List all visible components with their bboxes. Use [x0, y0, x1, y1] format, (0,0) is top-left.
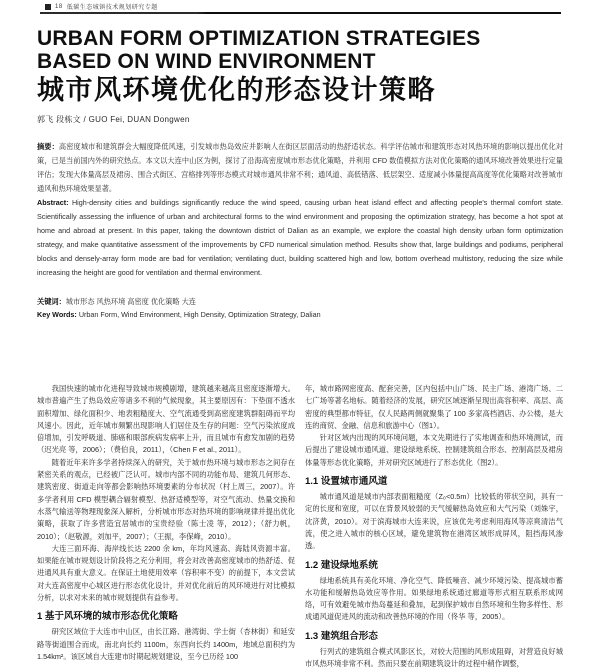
- abstract-chinese-text: 高密度城市和建筑群会大幅度降低风速，引发城市热岛效应并影响人在街区层面活动的热舒适状态。科学评估城市和建筑形态对风热环境的影响以提出优化对策，已是当前国内外的研究热点。本文以大连中山区为例，探讨了沿海高密度城市形态优化策略，并利用 CFD 数值模拟方法对优化策略的通风环境改善效果进行定量评估；发现大体量高层及裙房、围合式街区、宫格排列等形态模式对城市通风非常不利；通风道、高低错落、低层架空、适度减小体量提高高度等优化策略对改善城市通风和热环境效果显著。: [37, 142, 563, 193]
- abstract-block: [37, 140, 563, 280]
- abstract-english-label: Abstract:: [37, 198, 69, 207]
- page-number: 18: [55, 3, 63, 10]
- body-paragraph: 我国快速的城市化进程导致城市规模剧增，建筑越来越高且密度逐渐增大。城市普遍产生了热岛效应等诸多不利的气候现象，其主要原因有：下垫面不透水面积增加、绿化面积少、地表粗糙度大、空气流通受到高密度建筑群阻碍而平均风速小。因此，近年城市频繁出现影响人们居住及生存的问题：空气污染浓度成倍增加，引发呼吸道、肺癌和眼部疾病发病率上升，而且城市有愈发加剧的趋势（迟光亮 等，2006）；（费伯良，2011），（Chen F et al., 2011）。: [37, 384, 295, 455]
- body-paragraph: 城市通风道是城市内部表面粗糙度（Z₀<0.5m）比较低的带状空间，具有一定的长度和宽度，可以在背景风较弱的天气缓解热岛效应和大气污染（刘姝宇，沈济黄，2010）。对于滨海城市大连来说，应该优先考虑利用海风等凉爽清洁气流，使之进入城市的核心区域，避免建筑物在港湾区域形成屏风，阻挡海风渗透。: [305, 492, 563, 551]
- header-column-title: 低碳生态城镇技术规划研究专题: [66, 5, 158, 11]
- authors-line: 郭飞 段栋文 / GUO Fei, DUAN Dongwen: [37, 115, 190, 124]
- abstract-english-text: High-density cities and buildings significantly reduce the wind speed, causing urban heat island effect and affecting people's thermal comfort state. Scientifically assessing the influence of urban and architectural forms to the wind environment and proposing the optimization strategy, has become a hot spot at home and abroad at present. In this paper, taking the downtown district of Dalian as an example, we explore the coastal high density urban form optimization strategy, and make quantitative assessment of the improvements by CFD numerical simulation method. Results show that, large buildings and podiums, peripheral blocks and densely-array form mode are bad for ventilation; ventilating duct, building scattered high and low, bottom overhead multistory, reducing the size while increasing the height are good for ventilation and thermal environment.: [37, 198, 563, 277]
- body-paragraph: 行列式的建筑组合模式风影区长，对较大范围的风形成阻碍，对营造良好城市风热环境非常不利。然而只要在前期建筑设计的过程中稍作调整，: [305, 646, 563, 669]
- keywords-chinese-label: 关键词：: [37, 297, 66, 306]
- body-paragraph: 研究区域位于大连市中山区，由长江路、港湾街、学士街（杏林街）和延安路等街道围合而成，南北向长约 1100m，东西向长约 1400m，地域总面积约为 1.54km²。该区域自大连建市时期起规划建设，至今已历经 100: [37, 627, 295, 661]
- section-heading-1-2: 1.2 建设绿地系统: [305, 559, 378, 571]
- keywords-english-text: Urban Form, Wind Environment, High Density, Optimization Strategy, Dalian: [78, 310, 321, 319]
- abstract-english: [37, 196, 563, 280]
- body-columns: [37, 383, 563, 670]
- section-heading-1: 1 基于风环境的城市形态优化策略: [37, 611, 178, 623]
- body-right-column: [305, 383, 563, 670]
- body-paragraph: 年，城市路网密度高、配套完善，区内包括中山广场、民主广场、港湾广场、二七广场等著名地标。随着经济的发展，研究区域逐渐呈现出高容积率、高层、高密度的典型都市特征，仅人民路两侧就聚集了 100 多家高档酒店、办公楼，是大连的商贸、金融、信息和旅游中心（图1）。: [305, 384, 563, 430]
- abstract-chinese: [37, 140, 563, 196]
- body-paragraph: 随着近年来许多学者持续深入的研究，关于城市热环境与城市形态之间存在紧密关系的观点，已经被广泛认可。城市内部不同的功能布局、建筑几何形态、建筑密度、街道走向等都会影响热环境要素的分布状况（村上周三，2007）。许多学者利用 CFD 模型耦合辐射模型、热舒适模型等，对空气流动、热量交换和水蒸气输送等物理现象深入解析，分析城市形态对热环境的影响规律并提出优化策略，获取了许多营造宜居城市的宝贵经验（陈士凌 等，2012）；（舒力帆，2010）；（赵敬源，刘加平，2007）；（王振，李保峰，2010）。: [37, 457, 295, 541]
- abstract-chinese-label: 摘要：: [37, 142, 59, 151]
- title-chinese: 城市风环境优化的形态设计策略: [37, 75, 436, 105]
- body-paragraph: 绿地系统具有美化环境、净化空气、降低噪音、减少环境污染、提高城市蓄水功能和缓解热岛效应等作用。如果绿地系统通过廊道等形式相互联系形成网络，可有效避免城市热岛蔓延和叠加，起到保护城市自然环境和生物多样性、形成通风道促进风的流动和改善热环境的作用（佟华 等，2005）。: [305, 575, 563, 622]
- keywords-chinese: [37, 295, 563, 308]
- keywords-chinese-text: 城市形态 风热环境 高密度 优化策略 大连: [65, 297, 196, 306]
- title-english: [37, 27, 563, 73]
- keywords-english: [37, 308, 563, 321]
- keywords-english-label: Key Words:: [37, 310, 77, 319]
- section-heading-1-1: 1.1 设置城市通风道: [305, 476, 388, 488]
- body-left-column: [37, 383, 295, 670]
- body-paragraph: 针对区域内出现的风环境问题，本文先期进行了实地调查和热环境测试，而后提出了建设城市通风道、建设绿地系统、控制建筑组合形态、控制高层及裙房体量等形态优化策略，并对研究区域进行了形态优化（图2）。: [305, 433, 563, 467]
- keywords-block: [37, 295, 563, 321]
- title-english-line2: BASED ON WIND ENVIRONMENT: [37, 50, 376, 73]
- title-english-line1: URBAN FORM OPTIMIZATION STRATEGIES: [37, 27, 481, 50]
- page-content: [37, 0, 563, 321]
- body-paragraph: 大连三面环海、海岸线长达 2200 余 km，年均风速高、海陆风资源丰富。如果能在城市规划设计阶段将之充分利用，将会对改善高密度城市的热舒适、促进通风具有重大意义。在保证土地使用效率（容积率不变）的前提下，本文尝试对大连高密度中心城区进行形态优化设计，并对优化前后的风环境进行对比模拟分析，以求对未来的城市规划提供有益参考。: [37, 543, 295, 603]
- section-heading-1-3: 1.3 建筑组合形态: [305, 630, 378, 642]
